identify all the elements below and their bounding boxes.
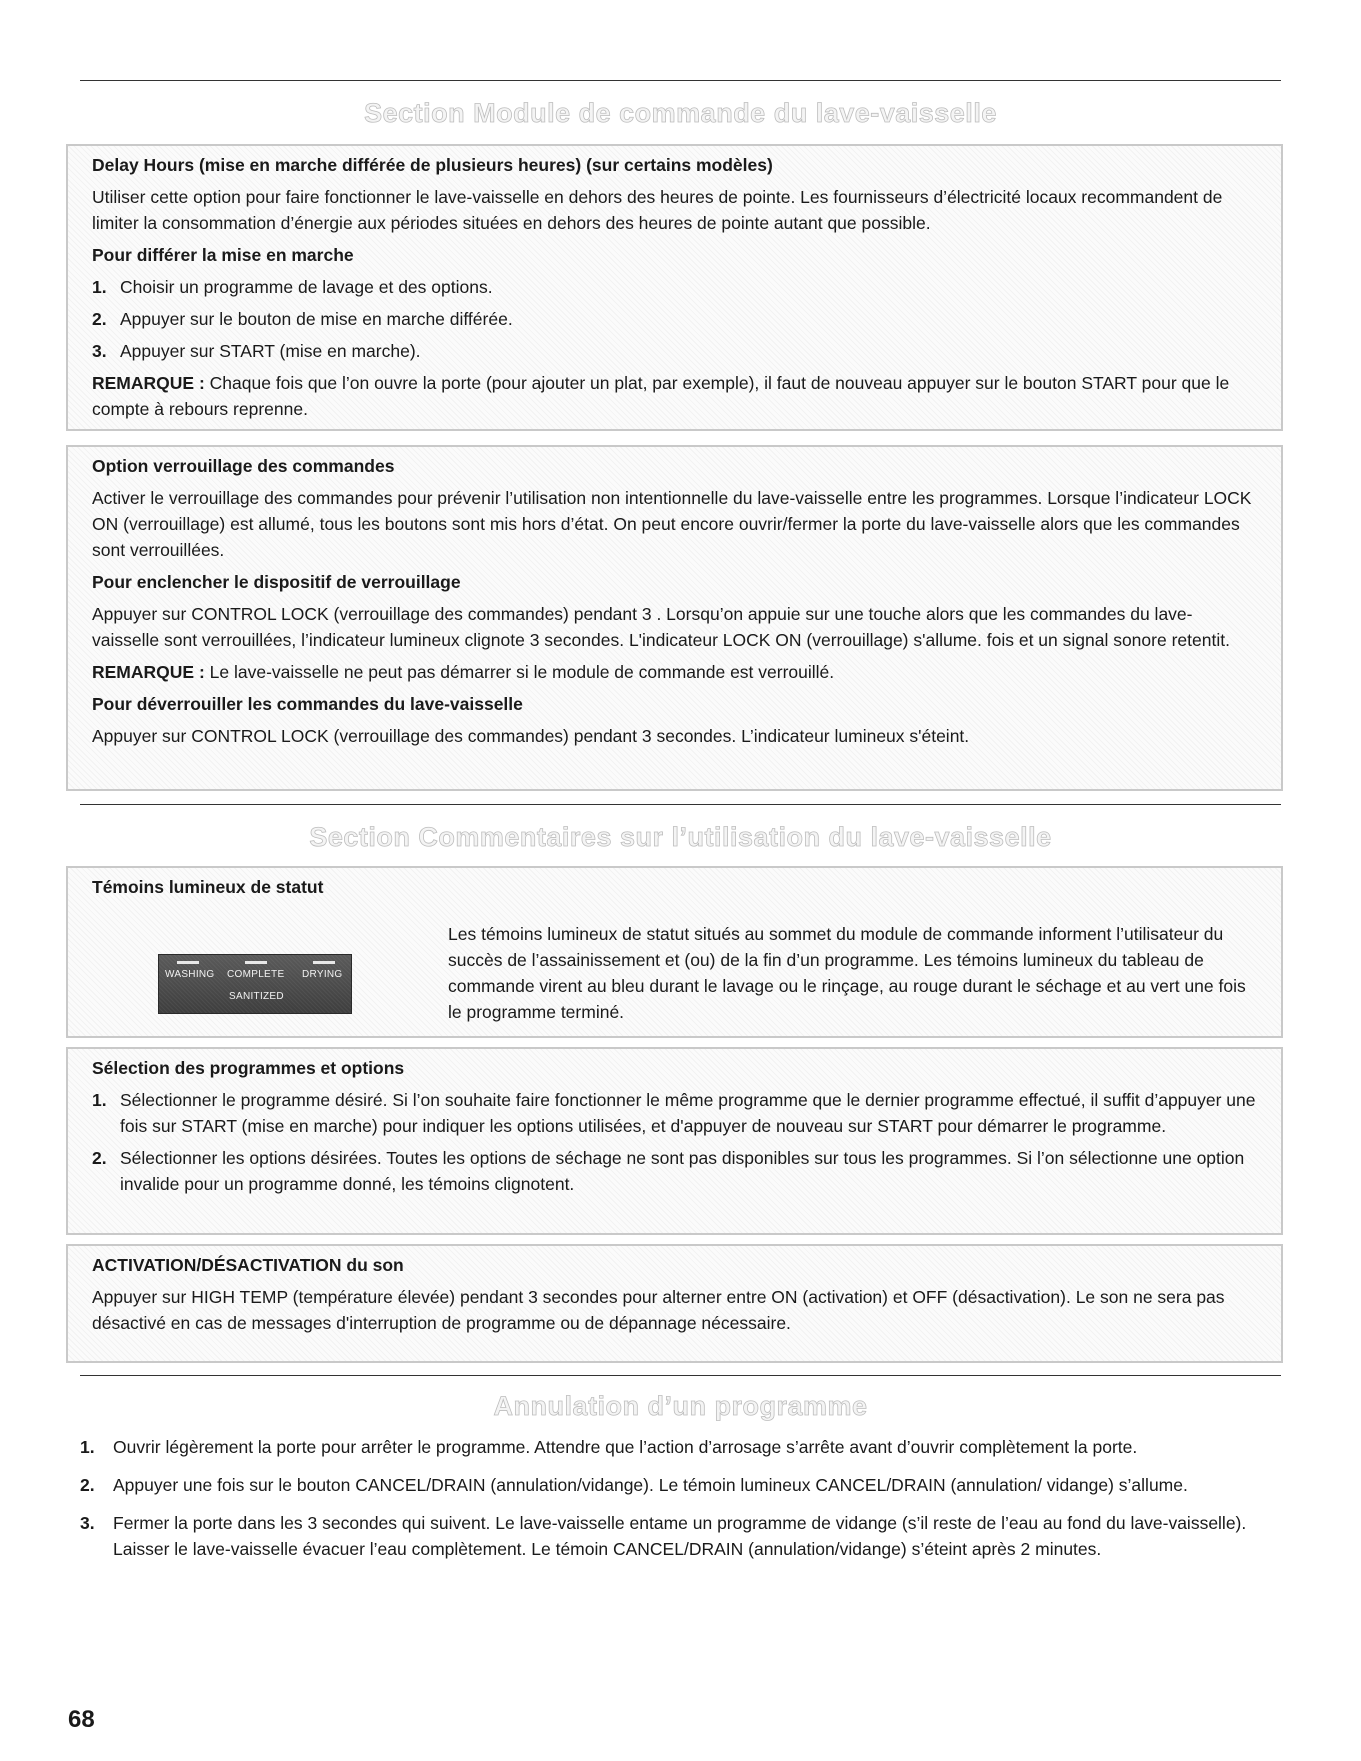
delay-hours-box xyxy=(66,144,1283,431)
drying-label: DRYING xyxy=(302,969,343,980)
delay-hours-heading: Delay Hours (mise en marche différée de plusieurs heures) (sur certains modèles) xyxy=(92,155,773,175)
note-text: Le lave-vaisselle ne peut pas démarrer si le module de commande est verrouillé. xyxy=(209,662,835,682)
control-lock-intro: Activer le verrouillage des commandes pour prévenir l’utilisation non intentionnelle du lave-vaisselle entre les programmes. Lorsque l’indicateur LOCK ON (verrouillage) est allumé, tous les boutons sont mis hors d’état. On peut encore ouvrir/fermer la porte du lave-vaisselle alors que les commandes sont verrouillées. xyxy=(92,488,1252,560)
sound-toggle-box xyxy=(66,1244,1283,1363)
unlock-instructions: Appuyer sur CONTROL LOCK (verrouillage des commandes) pendant 3 secondes. L’indicateur lumineux s'éteint. xyxy=(92,726,970,746)
status-lights-heading: Témoins lumineux de statut xyxy=(92,877,324,897)
lock-instructions: Appuyer sur CONTROL LOCK (verrouillage des commandes) pendant 3 . Lorsqu’on appuie sur une touche alors que les commandes du lave-vaisselle sont verrouillées, l’indicateur lumineux clignote 3 secondes. L'indicateur LOCK ON (verrouillage) s'allume. fois et un signal sonore retentit. xyxy=(92,604,1230,650)
delay-note xyxy=(92,370,1257,422)
list-item: 2. Appuyer une fois sur le bouton CANCEL/DRAIN (annulation/vidange). Le témoin lumineux CANCEL/DRAIN (annulation/ vidange) s’allume. xyxy=(80,1475,1188,1495)
note-label: REMARQUE : xyxy=(92,662,205,682)
section-divider xyxy=(80,80,1281,81)
control-lock-heading: Option verrouillage des commandes xyxy=(92,456,395,476)
status-lights-text: Les témoins lumineux de statut situés au sommet du module de commande informent l’utilisateur du succès de l’assainissement et (ou) de la fin d’un programme. Les témoins lumineux du tableau de commande virent au bleu durant le lavage ou le rinçage, au rouge durant le séchage et au vert une fois le programme terminé. xyxy=(448,924,1246,1022)
note-label: REMARQUE : xyxy=(92,373,205,393)
lock-subheading: Pour enclencher le dispositif de verrouillage xyxy=(92,572,461,592)
list-item: 1. Ouvrir légèrement la porte pour arrêter le programme. Attendre que l’action d’arrosage s’arrête avant d’ouvrir complètement la porte. xyxy=(80,1437,1138,1457)
note-text: Chaque fois que l’on ouvre la porte (pour ajouter un plat, par exemple), il faut de nouveau appuyer sur le bouton START pour que le compte à rebours reprenne. xyxy=(92,373,1230,419)
cancel-steps-list xyxy=(80,1434,1281,1574)
control-lock-box xyxy=(66,445,1283,791)
sanitized-label: SANITIZED xyxy=(229,991,284,1002)
washing-label: WASHING xyxy=(165,969,215,980)
sound-toggle-text: Appuyer sur HIGH TEMP (température élevée) pendant 3 secondes pour alterner entre ON (activation) et OFF (désactivation). Le son ne sera pas désactivé en cas de messages d'interruption de programme ou de dépannage nécessaire. xyxy=(92,1287,1225,1333)
page-number: 68 xyxy=(68,1706,95,1733)
washing-light xyxy=(177,961,199,964)
section-divider xyxy=(80,1375,1281,1376)
program-selection-box xyxy=(66,1047,1283,1235)
delay-hours-intro: Utiliser cette option pour faire fonctionner le lave-vaisselle en dehors des heures de pointe. Les fournisseurs d’électricité locaux recommandent de limiter la consommation d’énergie aux périodes situées en dehors des heures de pointe autant que possible. xyxy=(92,187,1223,233)
list-item: 1. Choisir un programme de lavage et des options. xyxy=(92,277,493,297)
status-lights-panel-image xyxy=(158,954,352,1014)
unlock-subheading: Pour déverrouiller les commandes du lave-vaisselle xyxy=(92,694,523,714)
section-divider xyxy=(80,804,1281,805)
list-item: 1. Sélectionner le programme désiré. Si l’on souhaite faire fonctionner le même programme que le dernier programme effectué, il suffit d’appuyer une fois sur START (mise en marche) pour indiquer les options utilisées, et d'appuyer de nouveau sur START pour démarrer le programme. xyxy=(92,1090,1256,1136)
list-item: 3. Fermer la porte dans les 3 secondes qui suivent. Le lave-vaisselle entame un programme de vidange (s’il reste de l’eau au fond du lave-vaisselle). Laisser le lave-vaisselle évacuer l’eau complètement. Le témoin CANCEL/DRAIN (annulation/vidange) s’éteint après 2 minutes. xyxy=(80,1513,1247,1559)
section-title-cancel-program: Annulation d’un programme xyxy=(493,1391,868,1421)
list-item: 3. Appuyer sur START (mise en marche). xyxy=(92,341,421,361)
list-item: 2. Appuyer sur le bouton de mise en marche différée. xyxy=(92,309,513,329)
complete-label: COMPLETE xyxy=(227,969,285,980)
program-selection-heading: Sélection des programmes et options xyxy=(92,1058,405,1078)
sound-toggle-heading: ACTIVATION/DÉSACTIVATION du son xyxy=(92,1255,404,1275)
drying-light xyxy=(313,961,335,964)
complete-light xyxy=(245,961,267,964)
section-title-control-module: Section Module de commande du lave-vaisselle xyxy=(364,98,997,128)
lock-note xyxy=(92,659,1257,685)
list-item: 2. Sélectionner les options désirées. Toutes les options de séchage ne sont pas disponibles sur tous les programmes. Si l’on sélectionne une option invalide pour un programme donné, les témoins clignotent. xyxy=(92,1148,1245,1194)
delay-subheading: Pour différer la mise en marche xyxy=(92,245,354,265)
section-title-usage-comments: Section Commentaires sur l’utilisation du lave-vaisselle xyxy=(309,822,1052,852)
